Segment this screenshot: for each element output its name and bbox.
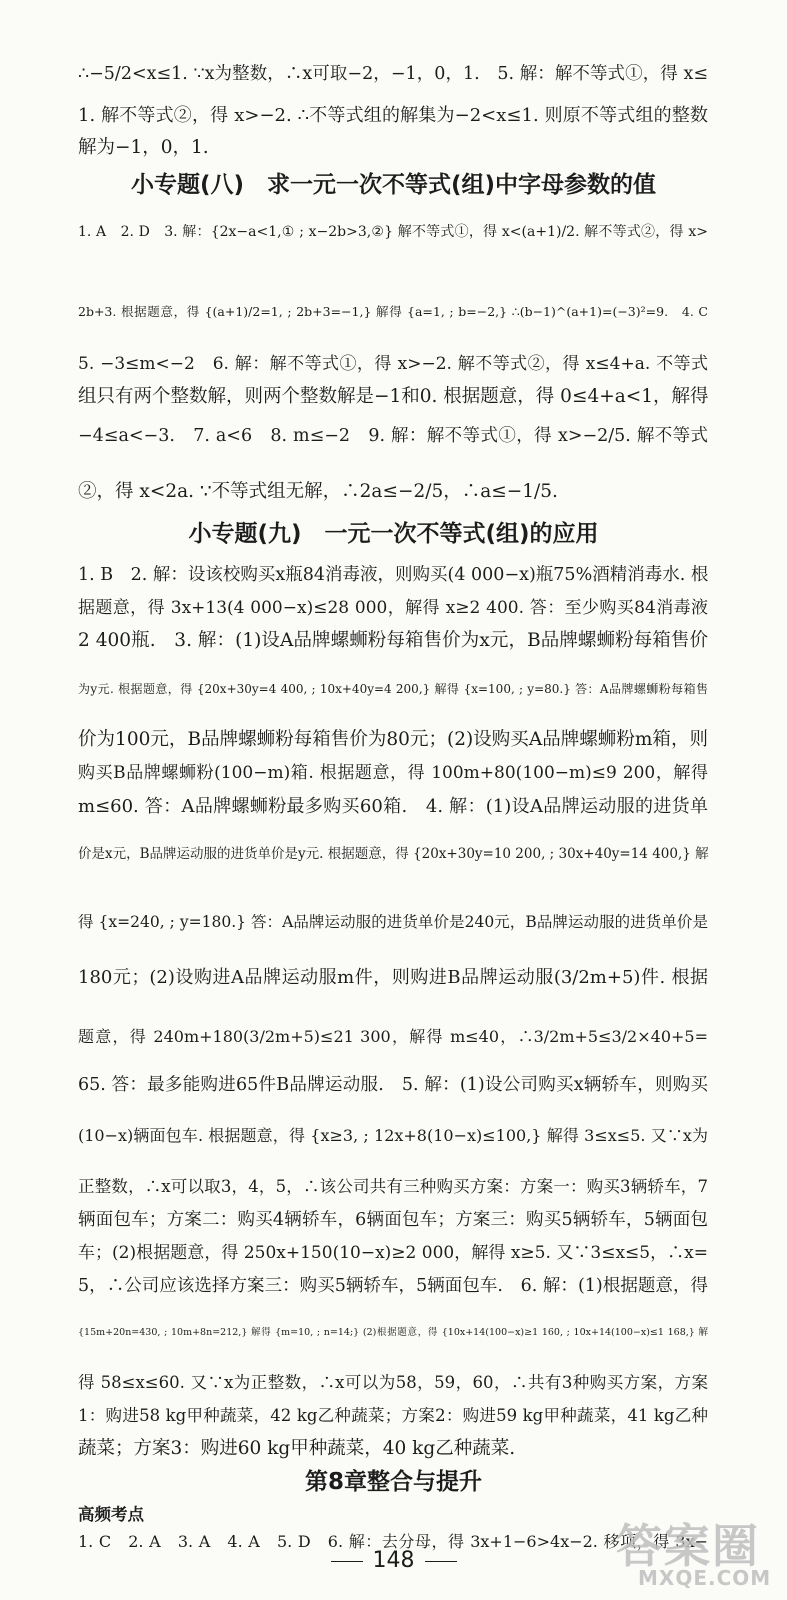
text-line: 65. 答：最多能购进65件B品牌运动服. 5. 解：(1)设公司购买x辆轿车，则购买 — [78, 1075, 708, 1095]
text-line: 价为100元，B品牌螺蛳粉每箱售价为80元；(2)设购买A品牌螺蛳粉m箱，则 — [78, 729, 708, 750]
chapter-heading: 第8章整合与提升 — [304, 1469, 482, 1495]
text-line: 得 {x=240, ; y=180.} 答：A品牌运动服的进货单价是240元，B品牌运动服的进货单价是 — [78, 913, 708, 931]
text-line: 2 400瓶. 3. 解：(1)设A品牌螺蛳粉每箱售价为x元，B品牌螺蛳粉每箱售价 — [78, 630, 708, 651]
text-line: 1. B 2. 解：设该校购买x瓶84消毒液，则购买(4 000−x)瓶75%酒精消毒水. 根 — [78, 565, 709, 585]
text-line: 1. A 2. D 3. 解：{2x−a<1,① ; x−2b>3,②} 解不等式①，得 x<(a+1)/2. 解不等式②，得 x> — [78, 224, 708, 240]
text-line: m≤60. 答：A品牌螺蛳粉最多购买60箱. 4. 解：(1)设A品牌运动服的进货单 — [78, 796, 708, 817]
text-line: 180元；(2)设购进A品牌运动服m件，则购进B品牌运动服(3/2m+5)件. 根据 — [78, 967, 708, 988]
text-line: 1：购进58 kg甲种蔬菜，42 kg乙种蔬菜；方案2：购进59 kg甲种蔬菜，41 kg乙种 — [78, 1406, 708, 1425]
text-line: 5，∴公司应该选择方案三：购买5辆轿车，5辆面包车. 6. 解：(1)根据题意，得 — [78, 1276, 708, 1296]
watermark-url: MXQE.COM — [638, 1566, 772, 1590]
page-number-value: 148 — [372, 1548, 415, 1573]
section-heading-9: 小专题(九) 一元一次不等式(组)的应用 — [188, 521, 599, 547]
text-line: 蔬菜；方案3：购进60 kg甲种蔬菜，40 kg乙种蔬菜. — [78, 1438, 516, 1459]
text-line: 组只有两个整数解，则两个整数解是−1和0. 根据题意，得 0≤4+a<1，解得 — [78, 386, 709, 407]
dash-right — [425, 1561, 457, 1562]
text-line: 题意，得 240m+180(3/2m+5)≤21 300，解得 m≤40，∴3/2m+5≤3/2×40+5= — [78, 1027, 708, 1046]
text-line: 2b+3. 根据题意，得 {(a+1)/2=1, ; 2b+3=−1,} 解得 {a=1, ; b=−2,} ∴(b−1)^(a+1)=(−3)²=9. 4. C — [78, 304, 708, 319]
dash-left — [331, 1561, 363, 1562]
text-line: 为y元. 根据题意，得 {20x+30y=4 400, ; 10x+40y=4 200,} 解得 {x=100, ; y=80.} 答：A品牌螺蛳粉每箱售 — [78, 682, 708, 696]
text-line: {15m+20n=430, ; 10m+8n=212,} 解得 {m=10, ; n=14;} (2)根据题意，得 {10x+14(100−x)≥1 160, ; 10x+14(100−x)≤1 168,} 解 — [78, 1327, 708, 1338]
text-line: 购买B品牌螺蛳粉(100−m)箱. 根据题意，得 100m+80(100−m)≤9 200，解得 — [78, 763, 708, 783]
watermark-text: 答案圈 — [616, 1519, 760, 1573]
text-line: ∴−5/2<x≤1. ∵x为整数，∴x可取−2，−1，0，1. 5. 解：解不等式①，得 x≤ — [78, 64, 708, 84]
text-line: 1. 解不等式②，得 x>−2. ∴不等式组的解集为−2<x≤1. 则原不等式组的整数 — [78, 105, 708, 126]
text-line: 1. C 2. A 3. A 4. A 5. D 6. 解：去分母，得 3x+1−6>4x−2. 移项，得 3x− — [78, 1532, 708, 1551]
text-line: 辆面包车；方案二：购买4辆轿车，6辆面包车；方案三：购买5辆轿车，5辆面包 — [78, 1210, 708, 1230]
section-heading-8: 小专题(八) 求一元一次不等式(组)中字母参数的值 — [130, 172, 657, 198]
text-line: (10−x)辆面包车. 根据题意，得 {x≥3, ; 12x+8(10−x)≤100,} 解得 3≤x≤5. 又∵x为 — [78, 1126, 708, 1145]
text-line: 得 58≤x≤60. 又∵x为正整数，∴x可以为58，59，60，∴共有3种购买方案，方案 — [78, 1373, 708, 1392]
text-line: −4≤a<−3. 7. a<6 8. m≤−2 9. 解：解不等式①，得 x>−2/5. 解不等式 — [78, 426, 708, 446]
text-line: 价是x元，B品牌运动服的进货单价是y元. 根据题意，得 {20x+30y=10 200, ; 30x+40y=14 400,} 解 — [78, 846, 709, 862]
text-line: 据题意，得 3x+13(4 000−x)≤28 000，解得 x≥2 400. 答：至少购买84消毒液 — [78, 598, 708, 618]
subheading: 高频考点 — [78, 1505, 144, 1524]
watermark-logo — [598, 1510, 787, 1600]
text-line: 正整数，∴x可以取3，4，5，∴该公司共有三种购买方案：方案一：购买3辆轿车，7 — [78, 1177, 708, 1196]
text-line: 解为−1，0，1. — [78, 137, 209, 158]
text-line: 车；(2)根据题意，得 250x+150(10−x)≥2 000，解得 x≥5. 又∵3≤x≤5，∴x= — [78, 1243, 708, 1263]
text-line: 5. −3≤m<−2 6. 解：解不等式①，得 x>−2. 解不等式②，得 x≤4+a. 不等式 — [78, 354, 708, 374]
text-line: ②，得 x<2a. ∵不等式组无解，∴2a≤−2/5，∴a≤−1/5. — [78, 481, 558, 502]
